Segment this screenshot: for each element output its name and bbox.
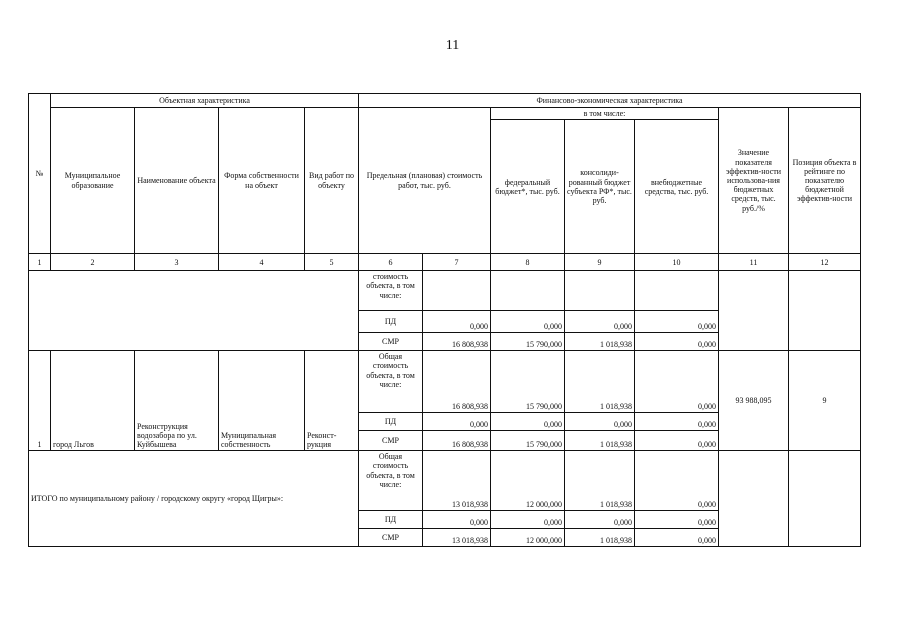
empty-cell [491,271,565,311]
table-row [29,451,861,511]
object-name-header: Наименование объекта [135,108,219,254]
empty-cell [719,271,789,351]
row-label: ПД [359,511,423,529]
cost-value: 0,000 [423,511,491,529]
row-label: СМР [359,529,423,547]
empty-cell [719,451,789,547]
col-number: 3 [135,254,219,271]
empty-cell [635,271,719,311]
max-cost-header: Предельная (плановая) стоимость работ, тыс. руб. [359,108,491,254]
federal-header: федеральный бюджет*, тыс. руб. [491,120,565,254]
consolidated-header: консолиди-рованный бюджет субъекта РФ*, тыс. руб. [565,120,635,254]
empty-cell [565,271,635,311]
object-num: 1 [29,351,51,451]
extra-value: 0,000 [635,413,719,431]
object-ownership: Муниципальная собственность [219,351,305,451]
consolidated-value: 1 018,938 [565,451,635,511]
empty-cell [789,451,861,547]
col-number: 9 [565,254,635,271]
extra-value: 0,000 [635,333,719,351]
including-header: в том числе: [491,108,719,120]
consolidated-value: 0,000 [565,511,635,529]
cost-value: 16 808,938 [423,351,491,413]
federal-value: 15 790,000 [491,333,565,351]
col-number: 7 [423,254,491,271]
federal-value: 15 790,000 [491,431,565,451]
cost-value: 16 808,938 [423,333,491,351]
municipality-header: Муниципальное образование [51,108,135,254]
col-number: 8 [491,254,565,271]
efficiency-header: Значение показателя эффектив-ности использова-ния бюджетных средств, тыс. руб./% [719,108,789,254]
col-number: 6 [359,254,423,271]
cost-value: 16 808,938 [423,431,491,451]
federal-value: 0,000 [491,311,565,333]
totals-label: ИТОГО по муниципальному району / городскому округу «город Щигры»: [29,451,359,547]
row-label: ПД [359,311,423,333]
federal-value: 0,000 [491,413,565,431]
object-municipality: город Льгов [51,351,135,451]
extra-value: 0,000 [635,431,719,451]
row-label: СМР [359,431,423,451]
federal-value: 12 000,000 [491,529,565,547]
cost-label: Общая стоимость объекта, в том числе: [359,351,423,413]
work-type-header: Вид работ по объекту [305,108,359,254]
extra-value: 0,000 [635,511,719,529]
page-number: 11 [445,38,460,53]
row-label: ПД [359,413,423,431]
investment-table [28,93,861,547]
ranking-header: Позиция объекта в рейтинге по показателю бюджетной эффектив-ности [789,108,861,254]
financial-characteristic-header: Финансово-экономическая характеристика [359,94,861,108]
extra-value: 0,000 [635,529,719,547]
row-label: СМР [359,333,423,351]
object-work-type: Реконст-рукция [305,351,359,451]
consolidated-value: 1 018,938 [565,431,635,451]
cost-value: 0,000 [423,311,491,333]
object-name: Реконструкция водозабора по ул. Куйбышева [135,351,219,451]
empty-cell [789,271,861,351]
col-number: 11 [719,254,789,271]
cost-value: 0,000 [423,413,491,431]
col-number: 10 [635,254,719,271]
consolidated-value: 0,000 [565,311,635,333]
ownership-header: Форма собственности на объект [219,108,305,254]
consolidated-value: 1 018,938 [565,333,635,351]
rank-value: 9 [789,351,861,451]
col-number: 5 [305,254,359,271]
col-number: 12 [789,254,861,271]
empty-cell [423,271,491,311]
col-number: 2 [51,254,135,271]
extra-value: 0,000 [635,351,719,413]
consolidated-value: 1 018,938 [565,529,635,547]
col-number: 1 [29,254,51,271]
cost-value: 13 018,938 [423,529,491,547]
extra-value: 0,000 [635,451,719,511]
extra-value: 0,000 [635,311,719,333]
col-number: 4 [219,254,305,271]
empty-cell [29,271,359,351]
consolidated-value: 1 018,938 [565,351,635,413]
object-characteristic-header: Объектная характеристика [51,94,359,108]
table-row [29,351,861,413]
cost-label: стоимость объекта, в том числе: [359,271,423,311]
cost-value: 13 018,938 [423,451,491,511]
table-row [29,271,861,311]
extrabudget-header: внебюджетные средства, тыс. руб. [635,120,719,254]
federal-value: 12 000,000 [491,451,565,511]
column-numbers-row [29,254,861,271]
consolidated-value: 0,000 [565,413,635,431]
federal-value: 15 790,000 [491,351,565,413]
efficiency-value: 93 988,095 [719,351,789,451]
col-num-header: № [29,94,51,254]
federal-value: 0,000 [491,511,565,529]
cost-label: Общая стоимость объекта, в том числе: [359,451,423,511]
